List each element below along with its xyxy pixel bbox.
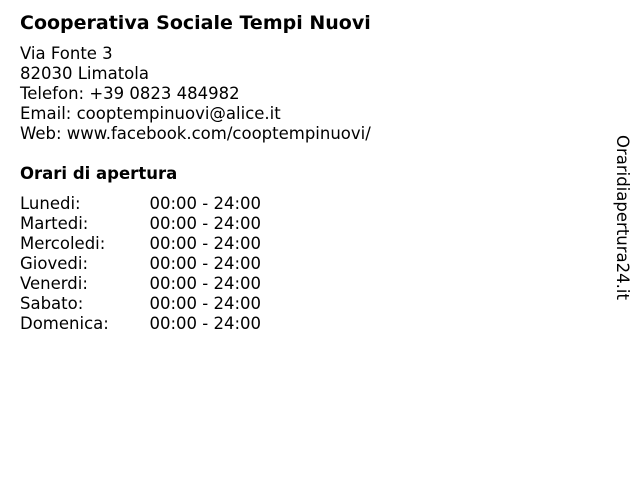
day-label: Venerdi: [20, 274, 88, 293]
day-label: Mercoledi: [20, 234, 106, 253]
time-range: 00:00 - 24:00 [149, 254, 261, 273]
website-url: Web: www.facebook.com/cooptempinuovi/ [20, 124, 371, 143]
city-postal: 82030 Limatola [20, 64, 149, 83]
day-label: Sabato: [20, 294, 84, 313]
day-label: Lunedi: [20, 194, 81, 213]
business-name: Cooperativa Sociale Tempi Nuovi [20, 12, 371, 34]
time-range: 00:00 - 24:00 [149, 234, 261, 253]
site-watermark: Oraridiapertura24.it [613, 135, 632, 300]
street-address: Via Fonte 3 [20, 44, 113, 63]
time-range: 00:00 - 24:00 [149, 294, 261, 313]
time-range: 00:00 - 24:00 [149, 194, 261, 213]
contact-block [20, 44, 371, 144]
time-range: 00:00 - 24:00 [149, 274, 261, 293]
day-label: Domenica: [20, 314, 109, 333]
email-address: Email: cooptempinuovi@alice.it [20, 104, 281, 123]
day-label: Martedi: [20, 214, 89, 233]
day-label: Giovedi: [20, 254, 88, 273]
phone-number: Telefon: +39 0823 484982 [20, 84, 240, 103]
time-range: 00:00 - 24:00 [149, 314, 261, 333]
opening-hours-heading: Orari di apertura [20, 164, 178, 183]
time-range: 00:00 - 24:00 [149, 214, 261, 233]
